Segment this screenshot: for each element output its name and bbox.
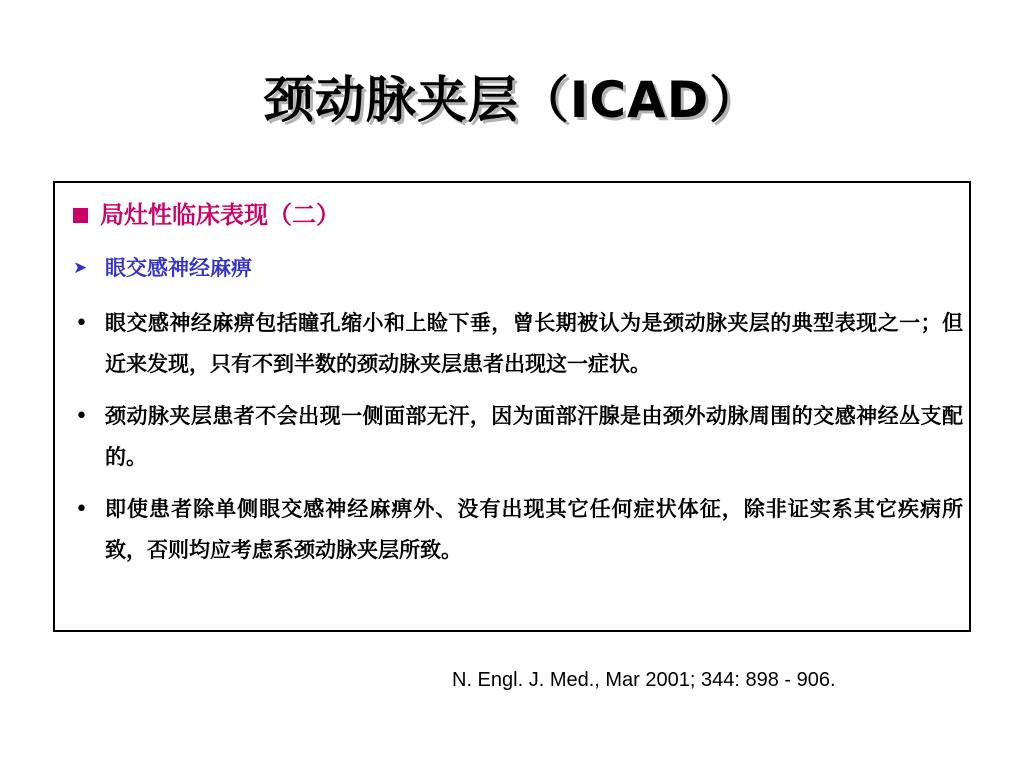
slide-title: 颈动脉夹层（ICAD）	[263, 71, 761, 129]
list-item-text: 眼交感神经麻痹包括瞳孔缩小和上睑下垂，曾长期被认为是颈动脉夹层的典型表现之一；但近来发现，只有不到半数的颈动脉夹层患者出现这一症状。	[105, 311, 963, 376]
dot-bullet-icon: •	[75, 404, 88, 429]
arrow-bullet-icon: ➤	[73, 258, 88, 278]
dot-bullet-icon: •	[75, 311, 88, 336]
subheading	[73, 253, 252, 283]
subheading-text: 眼交感神经麻痹	[105, 256, 252, 280]
list-item	[73, 303, 963, 385]
content-box	[53, 181, 971, 632]
citation: N. Engl. J. Med., Mar 2001; 344: 898 - 906.	[452, 669, 836, 691]
section-heading-text: 局灶性临床表现（二）	[100, 201, 340, 229]
list-item	[73, 489, 963, 571]
list-item	[73, 396, 963, 478]
dot-bullet-icon: •	[75, 497, 88, 522]
section-heading	[73, 197, 340, 233]
list-item-text: 即使患者除单侧眼交感神经麻痹外、没有出现其它任何症状体征，除非证实系其它疾病所致，否则均应考虑系颈动脉夹层所致。	[105, 497, 963, 562]
list-item-text: 颈动脉夹层患者不会出现一侧面部无汗，因为面部汗腺是由颈外动脉周围的交感神经丛支配的。	[105, 404, 963, 469]
bullet-list	[73, 303, 963, 582]
square-bullet-icon	[73, 208, 88, 223]
